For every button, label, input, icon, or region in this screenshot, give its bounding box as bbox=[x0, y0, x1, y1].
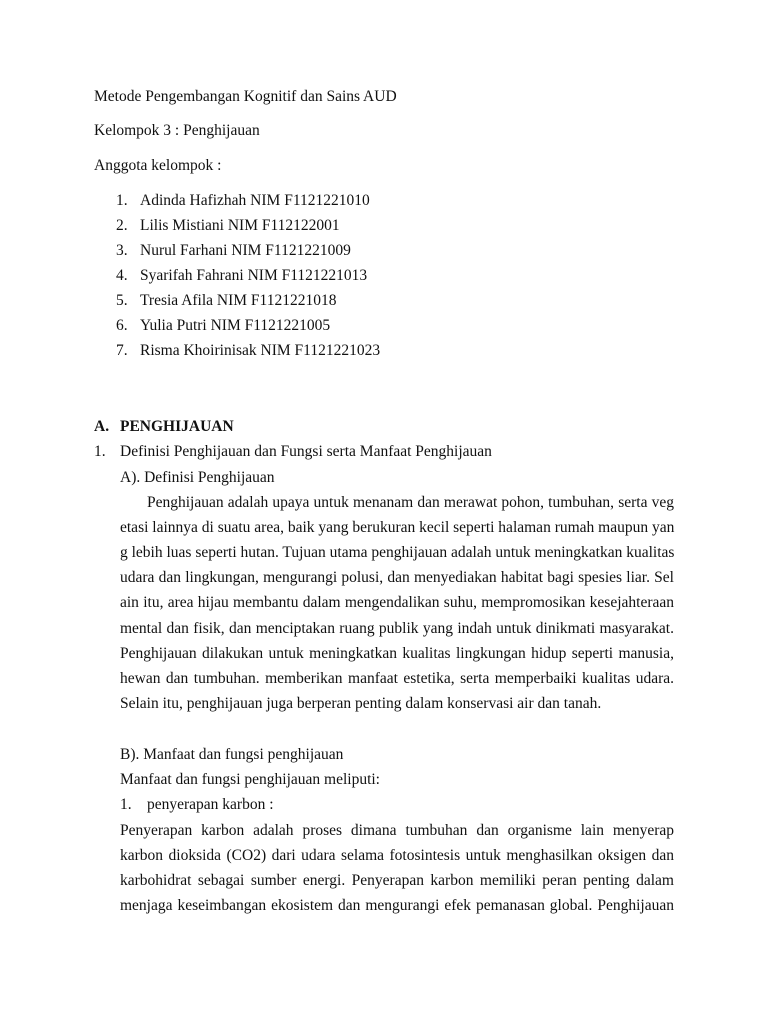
section-heading: PENGHIJAUAN bbox=[120, 418, 234, 435]
paragraph-line: udara dan lingkungan, mengurangi polusi, dan menyediakan habitat bagi spesies liar. Sel bbox=[120, 569, 674, 586]
paragraph-line: etasi lainnya di suatu area, baik yang berukuran kecil seperti halaman rumah maupun yan bbox=[120, 519, 675, 536]
list-item bbox=[116, 316, 128, 336]
subheading-benefits: B). Manfaat dan fungsi penghijauan bbox=[120, 746, 344, 763]
course-title: Metode Pengembangan Kognitif dan Sains AUD bbox=[94, 88, 397, 105]
paragraph-line: g lebih luas seperti hutan. Tujuan utama penghijauan adalah untuk meningkatkan kualitas bbox=[120, 544, 675, 561]
member-name: Adinda Hafizhah NIM F1121221010 bbox=[140, 192, 370, 209]
paragraph-line: ain itu, area hijau membantu dalam mengendalikan suhu, mempromosikan kesejahteraan bbox=[120, 594, 674, 611]
list-number: 6. bbox=[116, 317, 128, 334]
list-number: 3. bbox=[116, 242, 128, 259]
member-name: Tresia Afila NIM F1121221018 bbox=[140, 292, 337, 309]
section-letter: A. bbox=[94, 418, 110, 435]
list-number: 5. bbox=[116, 292, 128, 309]
list-item bbox=[116, 341, 128, 361]
paragraph-line: Penghijauan dilakukan untuk meningkatkan kualitas lingkungan hidup seperti manusia, bbox=[120, 645, 674, 662]
paragraph-line: Selain itu, penghijauan juga berperan penting dalam konservasi air dan tanah. bbox=[120, 695, 602, 712]
list-item bbox=[116, 216, 128, 236]
paragraph-line: hewan dan tumbuhan. memberikan manfaat estetika, serta memperbaiki kualitas udara. bbox=[120, 670, 674, 687]
item-heading: Definisi Penghijauan dan Fungsi serta Manfaat Penghijauan bbox=[120, 443, 492, 460]
list-item bbox=[116, 191, 128, 211]
point-number: 1. bbox=[120, 796, 132, 813]
paragraph-line: karbohidrat sebagai sumber energi. Penyerapan karbon memiliki peran penting dalam bbox=[120, 872, 674, 889]
paragraph-line: mental dan fisik, dan menciptakan ruang publik yang indah untuk dinikmati masyarakat. bbox=[120, 620, 674, 637]
list-number: 1. bbox=[116, 192, 128, 209]
member-name: Nurul Farhani NIM F1121221009 bbox=[140, 242, 351, 259]
list-number: 2. bbox=[116, 217, 128, 234]
members-label: Anggota kelompok : bbox=[94, 157, 222, 174]
list-number: 7. bbox=[116, 342, 128, 359]
benefits-intro: Manfaat dan fungsi penghijauan meliputi: bbox=[120, 771, 380, 788]
group-name: Kelompok 3 : Penghijauan bbox=[94, 122, 260, 139]
member-name: Lilis Mistiani NIM F112122001 bbox=[140, 217, 340, 234]
list-number: 4. bbox=[116, 267, 128, 284]
paragraph-line: menjaga keseimbangan ekosistem dan mengurangi efek pemanasan global. Penghijauan bbox=[120, 897, 674, 914]
member-name: Syarifah Fahrani NIM F1121221013 bbox=[140, 267, 368, 284]
point-heading: penyerapan karbon : bbox=[147, 796, 274, 813]
member-name: Risma Khoirinisak NIM F1121221023 bbox=[140, 342, 381, 359]
item-number: 1. bbox=[94, 443, 106, 460]
list-item bbox=[116, 241, 128, 261]
member-name: Yulia Putri NIM F1121221005 bbox=[140, 317, 331, 334]
paragraph-line: karbon dioksida (CO2) dari udara selama fotosintesis untuk menghasilkan oksigen dan bbox=[120, 847, 674, 864]
list-item bbox=[116, 291, 128, 311]
list-item bbox=[116, 266, 128, 286]
paragraph-line: Penghijauan adalah upaya untuk menanam dan merawat pohon, tumbuhan, serta veg bbox=[147, 494, 674, 511]
subheading-definition: A). Definisi Penghijauan bbox=[120, 469, 275, 486]
paragraph-line: Penyerapan karbon adalah proses dimana tumbuhan dan organisme lain menyerap bbox=[120, 822, 674, 839]
